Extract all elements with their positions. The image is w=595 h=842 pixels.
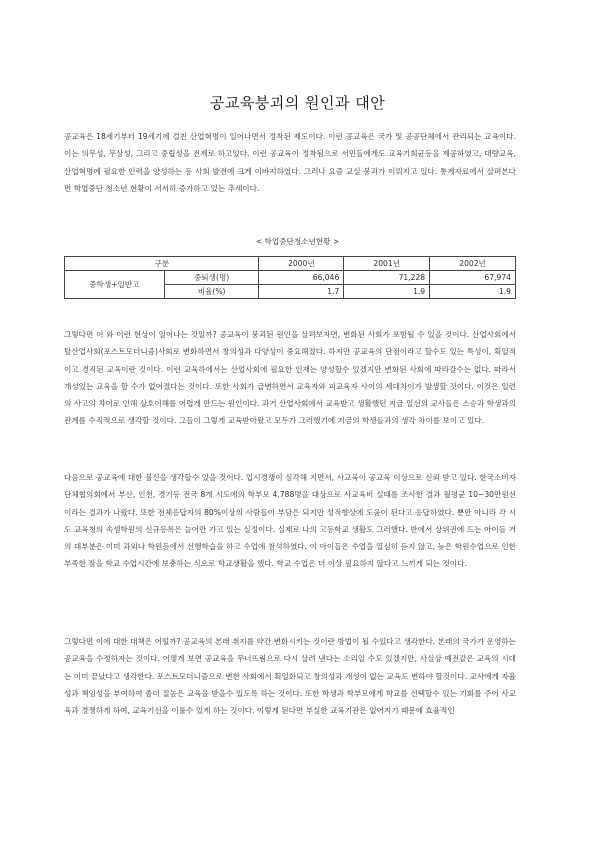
dropout-statistics-table (64, 256, 516, 299)
paragraph-intro: 공교육은 18세기부터 19세기에 걸친 산업혁명이 일어나면서 정착된 제도이다. 이런 공교육은 국가 및 공공단체에서 관리되는 교육이다. 이는 의무성, 무상성, 그리고 중립성을 전제로 하고있다. 이런 공교육이 정착됨으로 서민들에게도 교육기회균등을 제공하였고, 대량교육, 산업혁명에 필요한 인력을 양성하는 등 사회 발전에 크게 이바지하였다. 그러나 요즘 교실 붕괴가 이뤄지고 있다. 통계자료에서 살펴본다면 학업중단 청소년 현황이 서서히 증가하고 있는 추세이다. (64, 132, 516, 193)
table-row-label: 비율(%) (164, 285, 259, 299)
table-cell: 66,046 (259, 271, 344, 285)
table-cell: 71,228 (344, 271, 430, 285)
table-row-label: 중퇴생(명) (164, 271, 259, 285)
table-header-cell: 2001년 (344, 257, 430, 271)
document-title: 공교육붕괴의 원인과 대안 (209, 94, 386, 112)
table-header-cell: 2002년 (430, 257, 516, 271)
table-cell: 1.7 (259, 285, 344, 299)
table-cell: 1.9 (344, 285, 430, 299)
table-header-cell: 구분 (65, 257, 259, 271)
table-group-label: 중학생+일반고 (65, 271, 165, 299)
table-caption: < 학업중단청소년현황 > (255, 237, 340, 246)
paragraph-causes: 그렇다면 이 와 이런 현상이 일어나는 것일까? 공교육이 붕괴된 원인을 살펴보자면, 변화된 사회가 포함될 수 있을 것이다. 산업사회에서 탈산업사회(포스트모더니즘)사회로 변화하면서 창의성과 다양성이 중요해졌다. 하지만 공교육의 단점이라고 할수도 있는 특성이, 획일적이고 경직된 교육이란 것이다. 이런 교육하에서는 산업사회에 필요한 인재는 양성할수 있겠지만 변화된 사회에 따라갈수는 없다. 따라서 개성있는 교육을 할 수가 없어졌다는 것이다. 또한 사회가 급변하면서 교육자와 피교육자 사이의 세대차이가 발생할 것이다. 이것은 일련의 사고의 차이로 인해 상호이해를 어렵게 만드는 원인이다. 과거 산업사회에서 교육받고 생활했던 지금 일선의 교사들은 스승과 학생과의 관계를 수직적으로 생각할 것이다. 그들이 그렇게 교육받아왔고 모두가 그러했기에 지금의 학생들과의 생각 차이를 보이고 있다. (64, 330, 516, 426)
paragraph-distrust: 다음으로 공교육에 대한 불신을 생각할수 있을 것이다. 입시경쟁이 심각해 지면서, 사교육이 공교육 이상으로 신뢰 받고 있다. 한국소비자단체협의회에서 부산, 인천, 경기등 전국 8개 시도에의 학부모 4,788명을 대상으로 사교육비 실태를 조사한 결과 월평균 10~30만원선이라는 결과가 나왔다. 또한 전체응답자의 80%이상의 사람들이 부담은 되지만 성적향상에 도움이 된다고 응답하였다. 뿐만 아니라 각 시도 교육청의 속셈학원의 신규등록은 늘어만 가고 있는 실정이다. 실제로 나의 고등학교 생활도 그러했다. 반에서 상위권에 드는 아이들 거의 대부분은 이미 과외나 학원등에서 선행학습을 하고 수업에 참석하였다. 이 아이들은 수업을 열심히 듣지 않고, 늦은 학원수업으로 인한 부족한 잠을 학교 수업시간에 보충하는 식으로 학교생활을 했다. 학교 수업은 더 이상 필요하지 않다고 느끼게 되는 것이다. (64, 473, 516, 569)
table-header-cell: 2000년 (259, 257, 344, 271)
table-cell: 1.9 (430, 285, 516, 299)
table-header-row (65, 257, 516, 271)
table-cell: 67,974 (430, 271, 516, 285)
paragraph-solutions: 그렇다면 이에 대한 대책은 어떨까? 공교육의 본래 취지를 약간 변화시키는 것이란 방법이 될 수있다고 생각한다. 본래의 국가가 운영하는 공교육을 수정하자는 것이다. 어떻게 보면 공교육을 무너뜨림으로 다시 살려 낸다는 소리일 수도 있겠지만, 사실상 예전같은 교육의 시대는 이미 끝났다고 생각한다. 포스트모더니즘으로 변한 사회에서 획일화되고 창의성과 개성이 없는 교육도 변하야 할것이다. 교사에게 자율성과 책임성을 부여하여 좀더 질높은 교육을 받을수 있도록 하는 것이다. 또한 학생과 학부모에게 학교를 선택할수 있는 기회를 주어 사교육과 경쟁하게 하여, 교육기선을 이룰수 있게 하는 것이다. 이렇게 된다면 부실한 교육기관은 없어지기 때문에 효율적인 (64, 637, 516, 716)
table-row (65, 271, 516, 285)
